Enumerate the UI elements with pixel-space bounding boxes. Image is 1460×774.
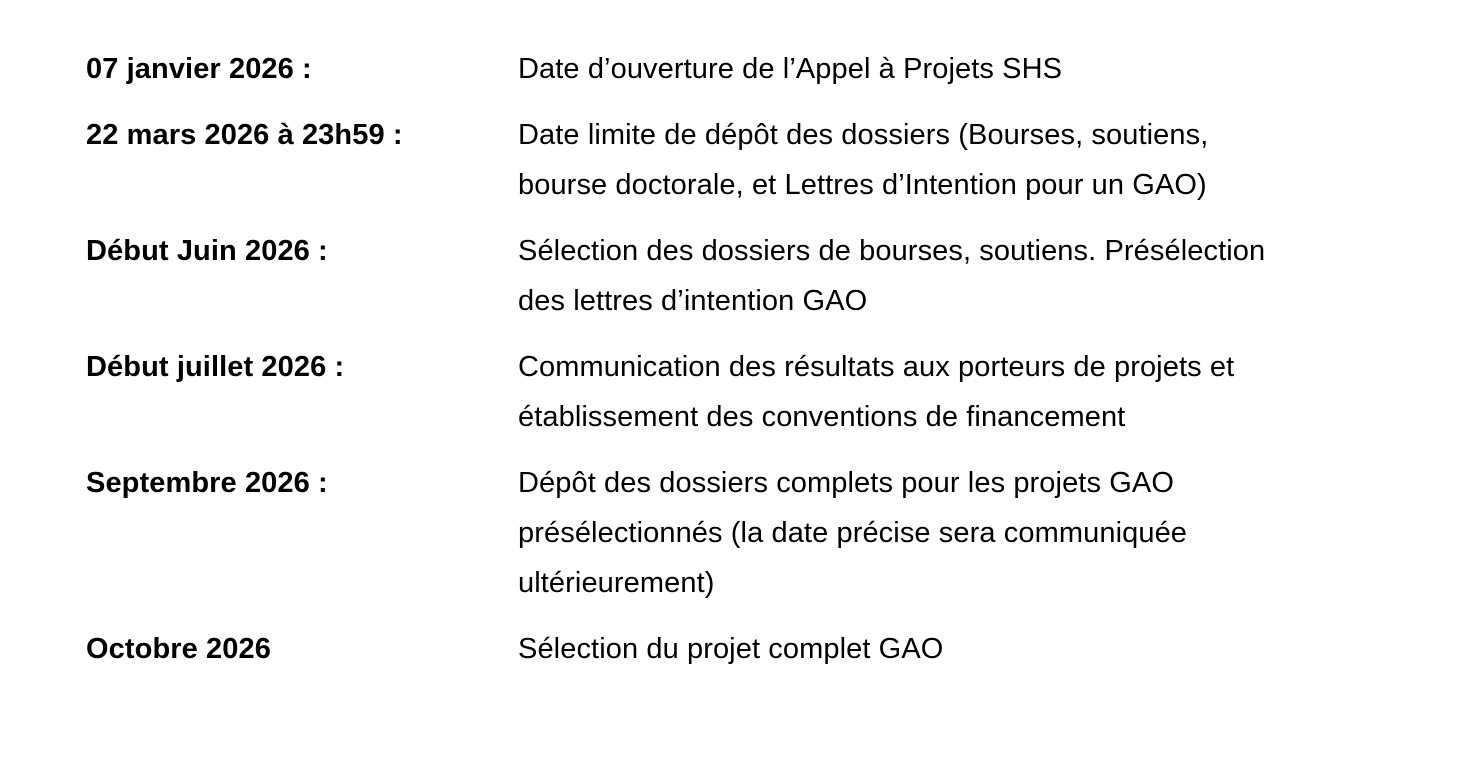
timeline-row <box>86 226 1426 326</box>
timeline-date: Octobre 2026 <box>86 633 271 665</box>
timeline-row <box>86 44 1426 94</box>
description-line: Communication des résultats aux porteurs de projets et <box>518 351 1235 383</box>
description-line: Sélection des dossiers de bourses, soutiens. Présélection <box>518 235 1266 267</box>
description-line: des lettres d’intention GAO <box>518 285 868 317</box>
timeline-description <box>518 110 1378 210</box>
description-line: Date limite de dépôt des dossiers (Bourses, soutiens, <box>518 119 1209 151</box>
timeline-row <box>86 342 1426 442</box>
description-line: ultérieurement) <box>518 567 715 599</box>
description-line: Dépôt des dossiers complets pour les projets GAO <box>518 467 1174 499</box>
timeline-date: Septembre 2026 : <box>86 467 328 499</box>
timeline-description <box>518 624 1378 674</box>
timeline-date: 22 mars 2026 à 23h59 : <box>86 119 403 151</box>
timeline-description <box>518 44 1378 94</box>
timeline-description <box>518 458 1378 608</box>
timeline <box>86 44 1426 690</box>
timeline-description <box>518 342 1378 442</box>
timeline-row <box>86 110 1426 210</box>
description-line: établissement des conventions de financement <box>518 401 1126 433</box>
timeline-date: 07 janvier 2026 : <box>86 53 312 85</box>
timeline-description <box>518 226 1378 326</box>
description-line: Sélection du projet complet GAO <box>518 633 944 665</box>
description-line: Date d’ouverture de l’Appel à Projets SHS <box>518 53 1063 85</box>
timeline-date: Début juillet 2026 : <box>86 351 345 383</box>
timeline-row <box>86 624 1426 674</box>
timeline-row <box>86 458 1426 608</box>
description-line: présélectionnés (la date précise sera communiquée <box>518 517 1188 549</box>
description-line: bourse doctorale, et Lettres d’Intention pour un GAO) <box>518 169 1207 201</box>
timeline-date: Début Juin 2026 : <box>86 235 328 267</box>
